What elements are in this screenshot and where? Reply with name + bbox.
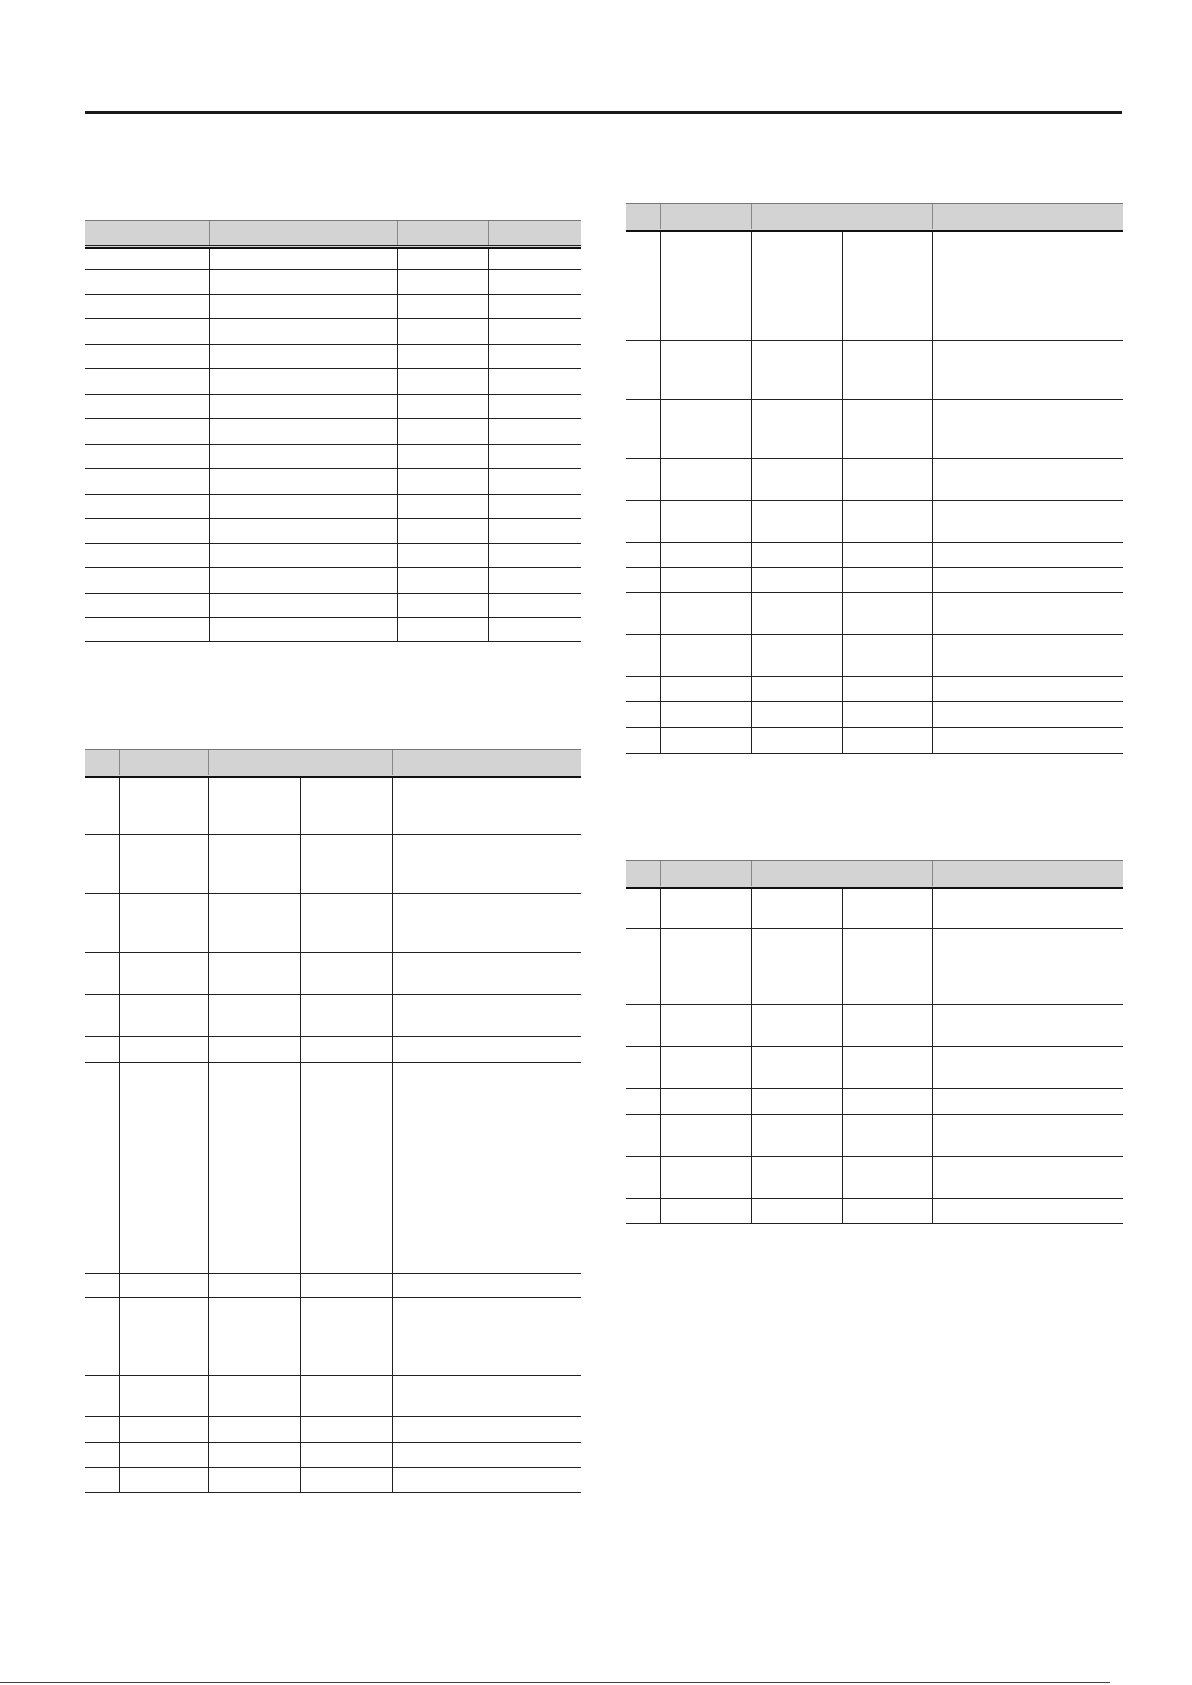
table-row [85, 1273, 581, 1274]
table-row [85, 1375, 581, 1376]
table-row [626, 1088, 1123, 1089]
column-divider [208, 778, 209, 1493]
bottom-rule [0, 1682, 1110, 1683]
table-row [85, 518, 581, 519]
column-divider [300, 778, 301, 1493]
table-row [85, 294, 581, 295]
table-row [85, 1442, 581, 1443]
table-row [85, 394, 581, 395]
table-row [85, 617, 581, 618]
column-divider [932, 889, 933, 1224]
table-row [626, 634, 1123, 635]
table-row [85, 952, 581, 953]
table-row [85, 994, 581, 995]
header-divider [660, 861, 661, 886]
column-divider [392, 778, 393, 1493]
table-header [85, 749, 581, 778]
table-row [626, 567, 1123, 568]
table-row [85, 543, 581, 544]
table-row [626, 542, 1123, 543]
table-d [626, 860, 1123, 1224]
table-row [626, 727, 1123, 728]
column-divider [660, 889, 661, 1224]
table-row [85, 1492, 581, 1493]
header-divider [751, 861, 752, 886]
header-divider [208, 750, 209, 775]
table-row [85, 1416, 581, 1417]
column-divider [119, 778, 120, 1493]
table-row [85, 1467, 581, 1468]
header-divider [660, 204, 661, 229]
table-row [626, 1223, 1123, 1224]
column-divider [488, 249, 489, 642]
header-divider [209, 221, 210, 246]
table-row [85, 893, 581, 894]
table-row [85, 1036, 581, 1037]
table-row [626, 701, 1123, 702]
column-divider [842, 889, 843, 1224]
header-divider [932, 204, 933, 229]
table-row [626, 753, 1123, 754]
table-row [626, 928, 1123, 929]
table-row [626, 676, 1123, 677]
table-b [85, 749, 581, 1493]
table-row [626, 1114, 1123, 1115]
table-row [85, 418, 581, 419]
column-divider [751, 889, 752, 1224]
table-row [85, 468, 581, 469]
table-row [85, 641, 581, 642]
header-divider [488, 221, 489, 246]
table-row [85, 444, 581, 445]
table-row [85, 344, 581, 345]
top-rule [85, 111, 1122, 114]
header-divider [397, 221, 398, 246]
header-divider [392, 750, 393, 775]
table-c [626, 203, 1123, 754]
table-row [626, 1156, 1123, 1157]
table-row [626, 340, 1123, 341]
table-row [626, 1198, 1123, 1199]
table-row [85, 593, 581, 594]
table-header [626, 203, 1123, 232]
table-row [626, 592, 1123, 593]
table-row [626, 500, 1123, 501]
column-divider [397, 249, 398, 642]
table-row [626, 399, 1123, 400]
table-row [85, 245, 581, 246]
table-row [85, 1297, 581, 1298]
table-a [85, 220, 581, 642]
table-row [85, 567, 581, 568]
table-row [85, 494, 581, 495]
header-divider [119, 750, 120, 775]
table-row [85, 318, 581, 319]
table-row [626, 458, 1123, 459]
table-row [85, 269, 581, 270]
table-row [85, 834, 581, 835]
table-header [626, 860, 1123, 889]
header-divider [932, 861, 933, 886]
header-divider [751, 204, 752, 229]
table-row [85, 1062, 581, 1063]
table-row [626, 1004, 1123, 1005]
column-divider [209, 249, 210, 642]
table-row [626, 1046, 1123, 1047]
table-row [85, 368, 581, 369]
